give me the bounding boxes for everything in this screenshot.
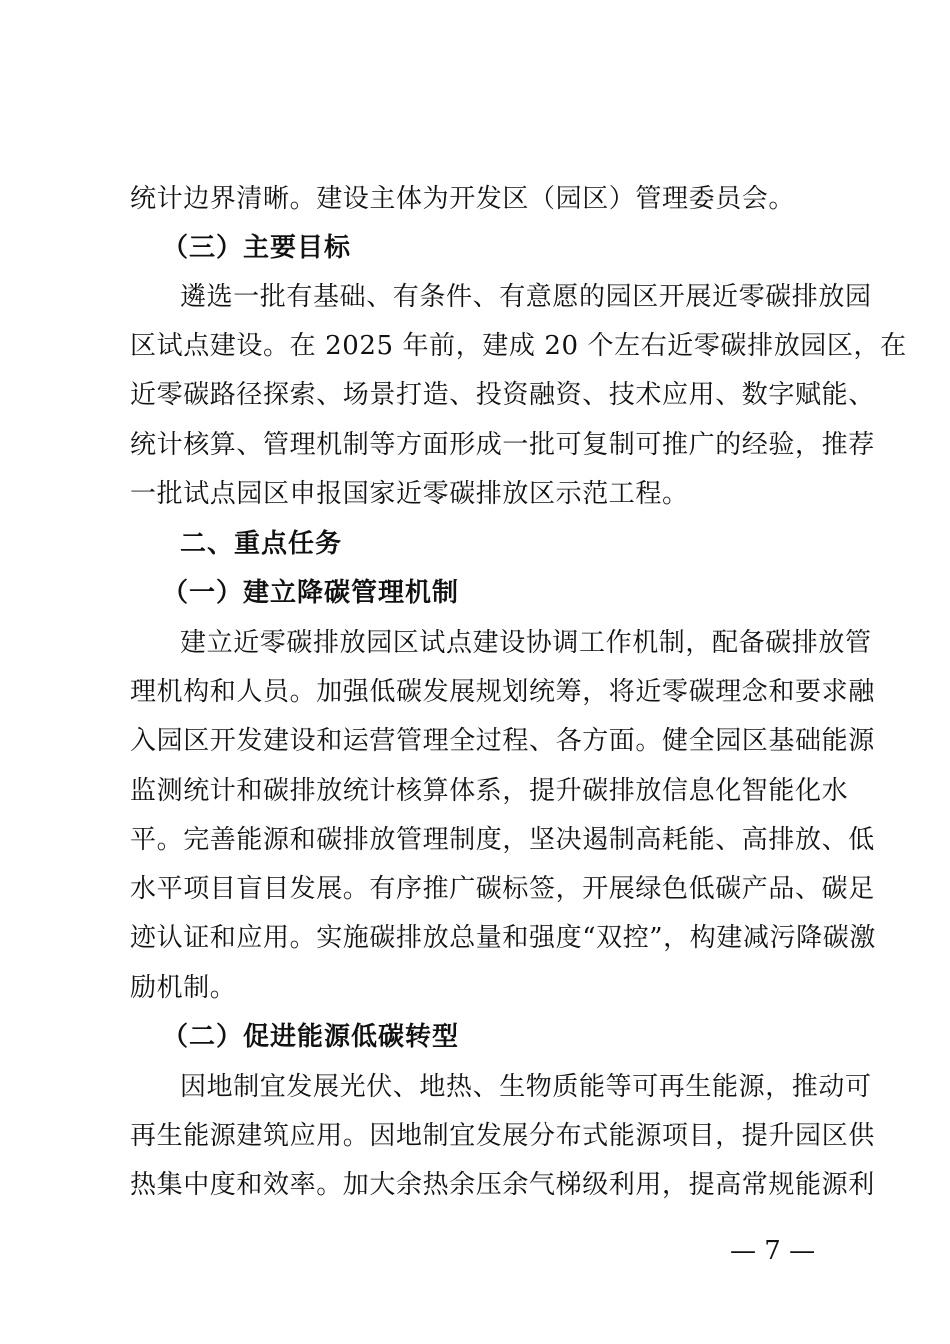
paragraph-line: 监测统计和碳排放统计核算体系，提升碳排放信息化智能化水 xyxy=(130,776,849,806)
page-number: — 7 — xyxy=(730,1236,816,1266)
section-heading-1: （一）建立降碳管理机制 xyxy=(162,578,460,608)
paragraph-line: 迹认证和应用。实施碳排放总量和强度“双控”，构建减污降碳激 xyxy=(130,923,876,953)
section-heading-3: （三）主要目标 xyxy=(162,233,352,263)
paragraph-line: 励机制。 xyxy=(130,973,237,1003)
paragraph-line: 统计边界清晰。建设主体为开发区（园区）管理委员会。 xyxy=(130,184,796,214)
paragraph-line: 水平项目盲目发展。有序推广碳标签，开展绿色低碳产品、碳足 xyxy=(130,874,875,904)
paragraph-line: 理机构和人员。加强低碳发展规划统筹，将近零碳理念和要求融 xyxy=(130,677,875,707)
paragraph-line: 一批试点园区申报国家近零碳排放区示范工程。 xyxy=(130,479,689,509)
paragraph-line: 热集中度和效率。加大余热余压余气梯级利用，提高常规能源利 xyxy=(130,1170,875,1200)
paragraph-line: 建立近零碳排放园区试点建设协调工作机制，配备碳排放管 xyxy=(180,628,872,658)
paragraph-line: 因地制宜发展光伏、地热、生物质能等可再生能源，推动可 xyxy=(180,1072,872,1102)
paragraph-line: 区试点建设。在 2025 年前，建成 20 个左右近零碳排放园区，在 xyxy=(130,331,907,361)
chapter-heading: 二、重点任务 xyxy=(180,529,343,559)
paragraph-line: 平。完善能源和碳排放管理制度，坚决遏制高耗能、高排放、低 xyxy=(130,825,875,855)
section-heading-2: （二）促进能源低碳转型 xyxy=(162,1022,460,1052)
paragraph-line: 近零碳路径探索、场景打造、投资融资、技术应用、数字赋能、 xyxy=(130,380,875,410)
paragraph-line: 入园区开发建设和运营管理全过程、各方面。健全园区基础能源 xyxy=(130,726,875,756)
paragraph-line: 再生能源建筑应用。因地制宜发展分布式能源项目，提升园区供 xyxy=(130,1121,875,1151)
paragraph-line: 遴选一批有基础、有条件、有意愿的园区开展近零碳排放园 xyxy=(180,282,872,312)
paragraph-line: 统计核算、管理机制等方面形成一批可复制可推广的经验，推荐 xyxy=(130,430,875,460)
